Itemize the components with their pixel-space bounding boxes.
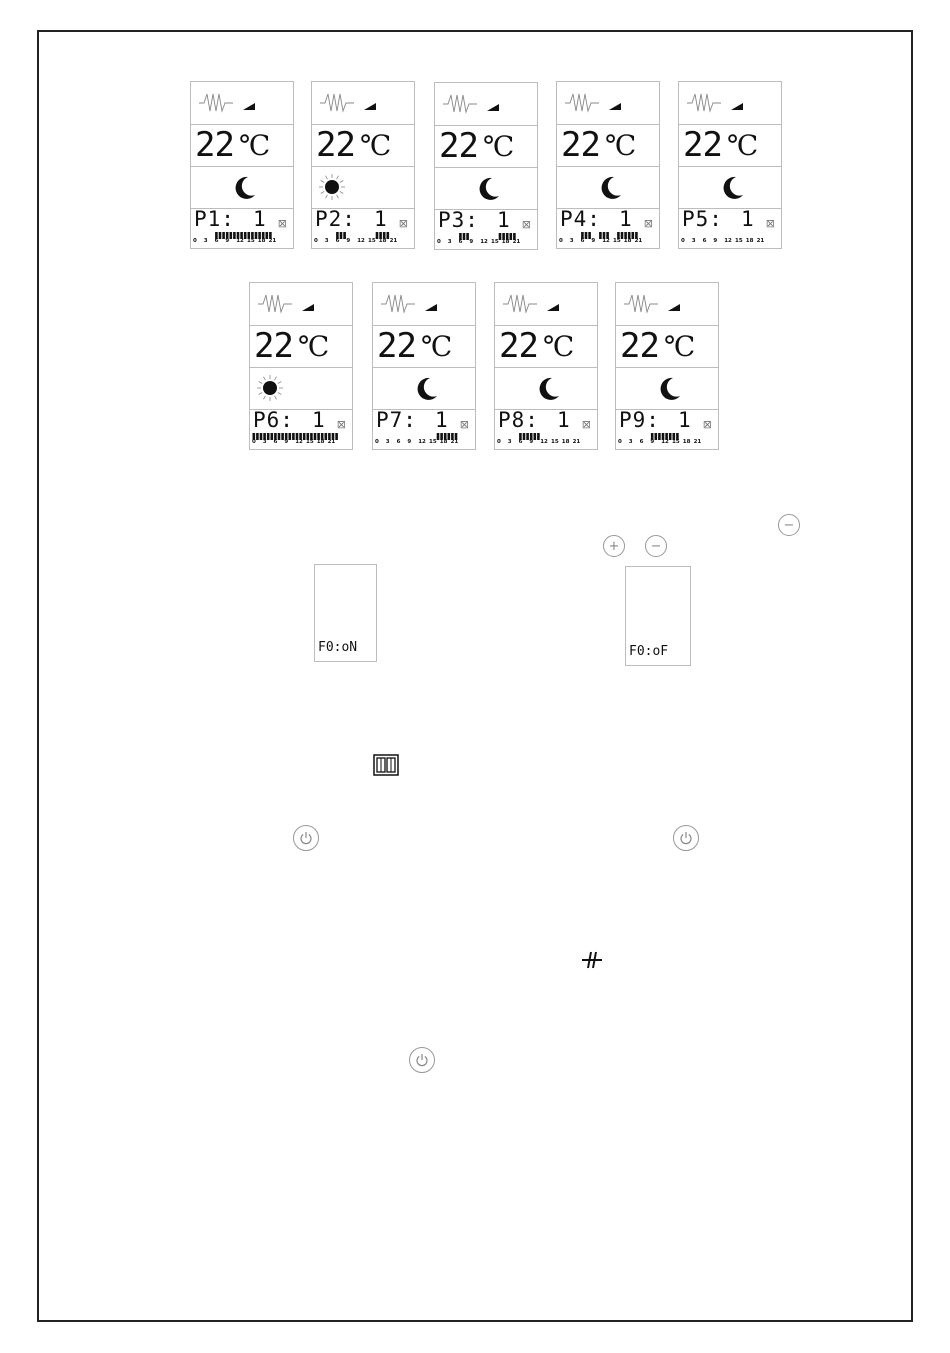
signal-icon: [425, 304, 437, 311]
function-on-text: F0:oN: [318, 640, 358, 655]
hour-tick-label: 12: [480, 239, 488, 245]
hour-tick-label: 12: [295, 439, 303, 445]
hour-tick-label: 12: [418, 439, 426, 445]
status-row: [679, 82, 781, 125]
temperature-row: [191, 124, 293, 167]
program-row: [616, 409, 718, 451]
hour-ticks: [193, 238, 293, 246]
hour-tick-label: 12: [661, 439, 669, 445]
hour-tick-label: 9: [469, 239, 474, 245]
heating-wave-icon: [624, 295, 658, 312]
hour-tick-label: 0: [559, 238, 563, 244]
temperature-row: [435, 125, 537, 168]
hour-tick-label: 12: [236, 238, 244, 244]
temperature-value: 22: [561, 125, 600, 165]
hour-tick-label: 21: [634, 238, 643, 244]
moon-icon: [661, 378, 680, 400]
day-value: 1: [374, 207, 387, 231]
temperature-value: 22: [439, 126, 478, 166]
temperature-value: 22: [377, 326, 416, 366]
minus-button-secondary[interactable]: [778, 514, 800, 536]
sun-icon: [257, 375, 283, 401]
hour-tick-label: 0: [314, 238, 318, 244]
temperature-row: [250, 325, 352, 368]
program-row: [679, 208, 781, 250]
hour-tick-label: 6: [702, 238, 707, 244]
day-mark-icon: ⊠: [277, 217, 287, 230]
temperature-unit: ℃: [605, 129, 637, 162]
power-icon: [415, 1053, 429, 1067]
moon-icon: [418, 378, 437, 400]
temperature-row: [373, 325, 475, 368]
temperature-value: 22: [316, 125, 355, 165]
moon-icon: [236, 177, 255, 199]
lcd-panel: [615, 282, 719, 450]
hour-tick-label: 6: [335, 238, 340, 244]
hour-tick-label: 9: [713, 238, 718, 244]
hour-ticks: [497, 439, 597, 447]
lcd-panel: [556, 81, 660, 249]
hour-tick-label: 21: [512, 239, 521, 245]
hour-tick-label: 9: [346, 238, 351, 244]
hour-tick-label: 0: [681, 238, 685, 244]
heating-wave-icon: [258, 295, 292, 312]
hour-tick-label: 6: [273, 439, 278, 445]
lcd-panel: [678, 81, 782, 249]
hour-tick-label: 6: [214, 238, 219, 244]
no-timer-icon: [580, 950, 604, 970]
hour-tick-label: 21: [327, 439, 336, 445]
heating-wave-icon: [687, 94, 721, 111]
day-mark-icon: ⊠: [336, 418, 346, 431]
lcd-panel: [434, 82, 538, 250]
day-value: 1: [253, 207, 266, 231]
program-row: [435, 209, 537, 251]
hour-tick-label: 3: [324, 238, 329, 244]
signal-icon: [302, 304, 314, 311]
program-label: P6:: [253, 408, 294, 432]
status-row: [191, 82, 293, 125]
hour-tick-label: 18: [682, 439, 691, 445]
hour-tick-label: 3: [203, 238, 208, 244]
hour-tick-label: 15: [429, 439, 437, 445]
hour-tick-label: 21: [693, 439, 702, 445]
power-button-right[interactable]: [673, 825, 699, 851]
hour-tick-label: 9: [284, 439, 289, 445]
signal-icon: [487, 104, 499, 111]
program-label: P5:: [682, 207, 723, 231]
mode-row: [250, 367, 352, 410]
program-label: P8:: [498, 408, 539, 432]
lcd-panel: [372, 282, 476, 450]
hour-ticks: [618, 439, 718, 447]
lcd-panel: [190, 81, 294, 249]
mode-row: [679, 166, 781, 209]
lcd-panel: [494, 282, 598, 450]
temperature-row: [557, 124, 659, 167]
hour-tick-label: 21: [450, 439, 459, 445]
hour-tick-label: 3: [691, 238, 696, 244]
hour-tick-label: 3: [385, 439, 390, 445]
temperature-row: [312, 124, 414, 167]
moon-icon: [602, 177, 621, 199]
hour-tick-label: 0: [252, 439, 256, 445]
temperature-unit: ℃: [543, 330, 575, 363]
program-label: P1:: [194, 207, 235, 231]
program-label: P9:: [619, 408, 660, 432]
program-label: P3:: [438, 208, 479, 232]
temperature-unit: ℃: [298, 330, 330, 363]
day-value: 1: [741, 207, 754, 231]
moon-icon: [480, 178, 499, 200]
temperature-unit: ℃: [239, 129, 271, 162]
status-row: [616, 283, 718, 326]
temperature-value: 22: [254, 326, 293, 366]
power-icon: [299, 831, 313, 845]
program-row: [191, 208, 293, 250]
day-mark-icon: ⊠: [643, 217, 653, 230]
status-row: [373, 283, 475, 326]
program-row: [557, 208, 659, 250]
hour-tick-label: 3: [628, 439, 633, 445]
moon-icon: [540, 378, 559, 400]
signal-icon: [668, 304, 680, 311]
temperature-unit: ℃: [727, 129, 759, 162]
temperature-value: 22: [195, 125, 234, 165]
hour-ticks: [375, 439, 475, 447]
mode-row: [373, 367, 475, 410]
hour-tick-label: 9: [650, 439, 655, 445]
hour-tick-label: 15: [491, 239, 499, 245]
signal-icon: [731, 103, 743, 110]
hour-tick-label: 3: [262, 439, 267, 445]
power-button-bottom[interactable]: [409, 1047, 435, 1073]
function-display-on: [314, 564, 377, 662]
lcd-panel: [249, 282, 353, 450]
hour-tick-label: 6: [396, 439, 401, 445]
hour-tick-label: 18: [623, 238, 632, 244]
mode-row: [495, 367, 597, 410]
hour-tick-label: 12: [357, 238, 365, 244]
day-mark-icon: ⊠: [398, 217, 408, 230]
hour-tick-label: 6: [639, 439, 644, 445]
temperature-row: [495, 325, 597, 368]
hour-tick-label: 6: [458, 239, 463, 245]
hour-tick-label: 0: [375, 439, 379, 445]
lcd-panel: [311, 81, 415, 249]
power-button-left[interactable]: [293, 825, 319, 851]
hour-tick-label: 21: [756, 238, 765, 244]
hour-ticks: [252, 439, 352, 447]
hour-tick-label: 15: [672, 439, 680, 445]
temperature-value: 22: [620, 326, 659, 366]
signal-icon: [243, 103, 255, 110]
minus-button[interactable]: [645, 535, 667, 557]
status-row: [435, 83, 537, 126]
hour-tick-label: 0: [618, 439, 622, 445]
temperature-unit: ℃: [664, 330, 696, 363]
temperature-value: 22: [683, 125, 722, 165]
program-row: [312, 208, 414, 250]
temperature-row: [616, 325, 718, 368]
signal-icon: [609, 103, 621, 110]
heating-wave-icon: [381, 295, 415, 312]
sun-icon: [319, 174, 345, 200]
hour-tick-label: 9: [225, 238, 230, 244]
mode-row: [616, 367, 718, 410]
heating-wave-icon: [199, 94, 233, 111]
function-off-text: F0:oF: [629, 644, 669, 659]
hour-tick-label: 15: [735, 238, 743, 244]
hour-tick-label: 6: [518, 439, 523, 445]
hour-tick-label: 0: [193, 238, 197, 244]
day-value: 1: [497, 208, 510, 232]
mode-row: [191, 166, 293, 209]
heating-wave-icon: [320, 94, 354, 111]
hour-tick-label: 21: [389, 238, 398, 244]
heating-wave-icon: [443, 95, 477, 112]
program-label: P2:: [315, 207, 356, 231]
day-mark-icon: ⊠: [581, 418, 591, 431]
hour-tick-label: 9: [591, 238, 596, 244]
hour-tick-label: 15: [247, 238, 255, 244]
day-value: 1: [557, 408, 570, 432]
hour-tick-label: 3: [447, 239, 452, 245]
temperature-unit: ℃: [483, 130, 515, 163]
hour-ticks: [559, 238, 659, 246]
program-row: [373, 409, 475, 451]
hour-tick-label: 18: [378, 238, 387, 244]
day-mark-icon: ⊠: [521, 218, 531, 231]
hour-tick-label: 18: [439, 439, 448, 445]
hour-tick-label: 15: [368, 238, 376, 244]
hour-tick-label: 15: [551, 439, 559, 445]
status-row: [312, 82, 414, 125]
status-row: [495, 283, 597, 326]
hour-tick-label: 12: [540, 439, 548, 445]
hour-tick-label: 21: [268, 238, 277, 244]
day-value: 1: [678, 408, 691, 432]
hour-ticks: [681, 238, 781, 246]
program-label: P4:: [560, 207, 601, 231]
hour-tick-label: 6: [580, 238, 585, 244]
hour-tick-label: 15: [613, 238, 621, 244]
heating-wave-icon: [565, 94, 599, 111]
heating-wave-icon: [503, 295, 537, 312]
day-value: 1: [435, 408, 448, 432]
day-mark-icon: ⊠: [459, 418, 469, 431]
power-icon: [679, 831, 693, 845]
program-label: P7:: [376, 408, 417, 432]
day-mark-icon: ⊠: [702, 418, 712, 431]
minus-label: −: [650, 538, 662, 554]
hour-tick-label: 9: [529, 439, 534, 445]
hour-tick-label: 15: [306, 439, 314, 445]
hour-tick-label: 9: [407, 439, 412, 445]
day-value: 1: [312, 408, 325, 432]
signal-icon: [364, 103, 376, 110]
program-row: [495, 409, 597, 451]
day-mark-icon: ⊠: [765, 217, 775, 230]
hour-tick-label: 0: [437, 239, 441, 245]
temperature-unit: ℃: [421, 330, 453, 363]
hour-tick-label: 18: [316, 439, 325, 445]
hour-tick-label: 18: [745, 238, 754, 244]
status-row: [557, 82, 659, 125]
signal-icon: [547, 304, 559, 311]
hour-tick-label: 18: [561, 439, 570, 445]
hour-ticks: [314, 238, 414, 246]
moon-icon: [724, 177, 743, 199]
hour-tick-label: 18: [501, 239, 510, 245]
temperature-row: [679, 124, 781, 167]
hour-tick-label: 18: [257, 238, 266, 244]
day-value: 1: [619, 207, 632, 231]
program-row: [250, 409, 352, 451]
hour-tick-label: 0: [497, 439, 501, 445]
hour-ticks: [437, 239, 537, 247]
window-icon: [373, 754, 399, 776]
mode-row: [557, 166, 659, 209]
minus-label-secondary: −: [783, 517, 795, 533]
mode-row: [435, 167, 537, 210]
plus-button[interactable]: [603, 535, 625, 557]
function-display-off: [625, 566, 691, 666]
plus-label: +: [608, 538, 620, 554]
hour-tick-label: 3: [569, 238, 574, 244]
status-row: [250, 283, 352, 326]
hour-tick-label: 12: [724, 238, 732, 244]
temperature-unit: ℃: [360, 129, 392, 162]
hour-tick-label: 3: [507, 439, 512, 445]
hour-tick-label: 12: [602, 238, 610, 244]
temperature-value: 22: [499, 326, 538, 366]
hour-tick-label: 21: [572, 439, 581, 445]
mode-row: [312, 166, 414, 209]
